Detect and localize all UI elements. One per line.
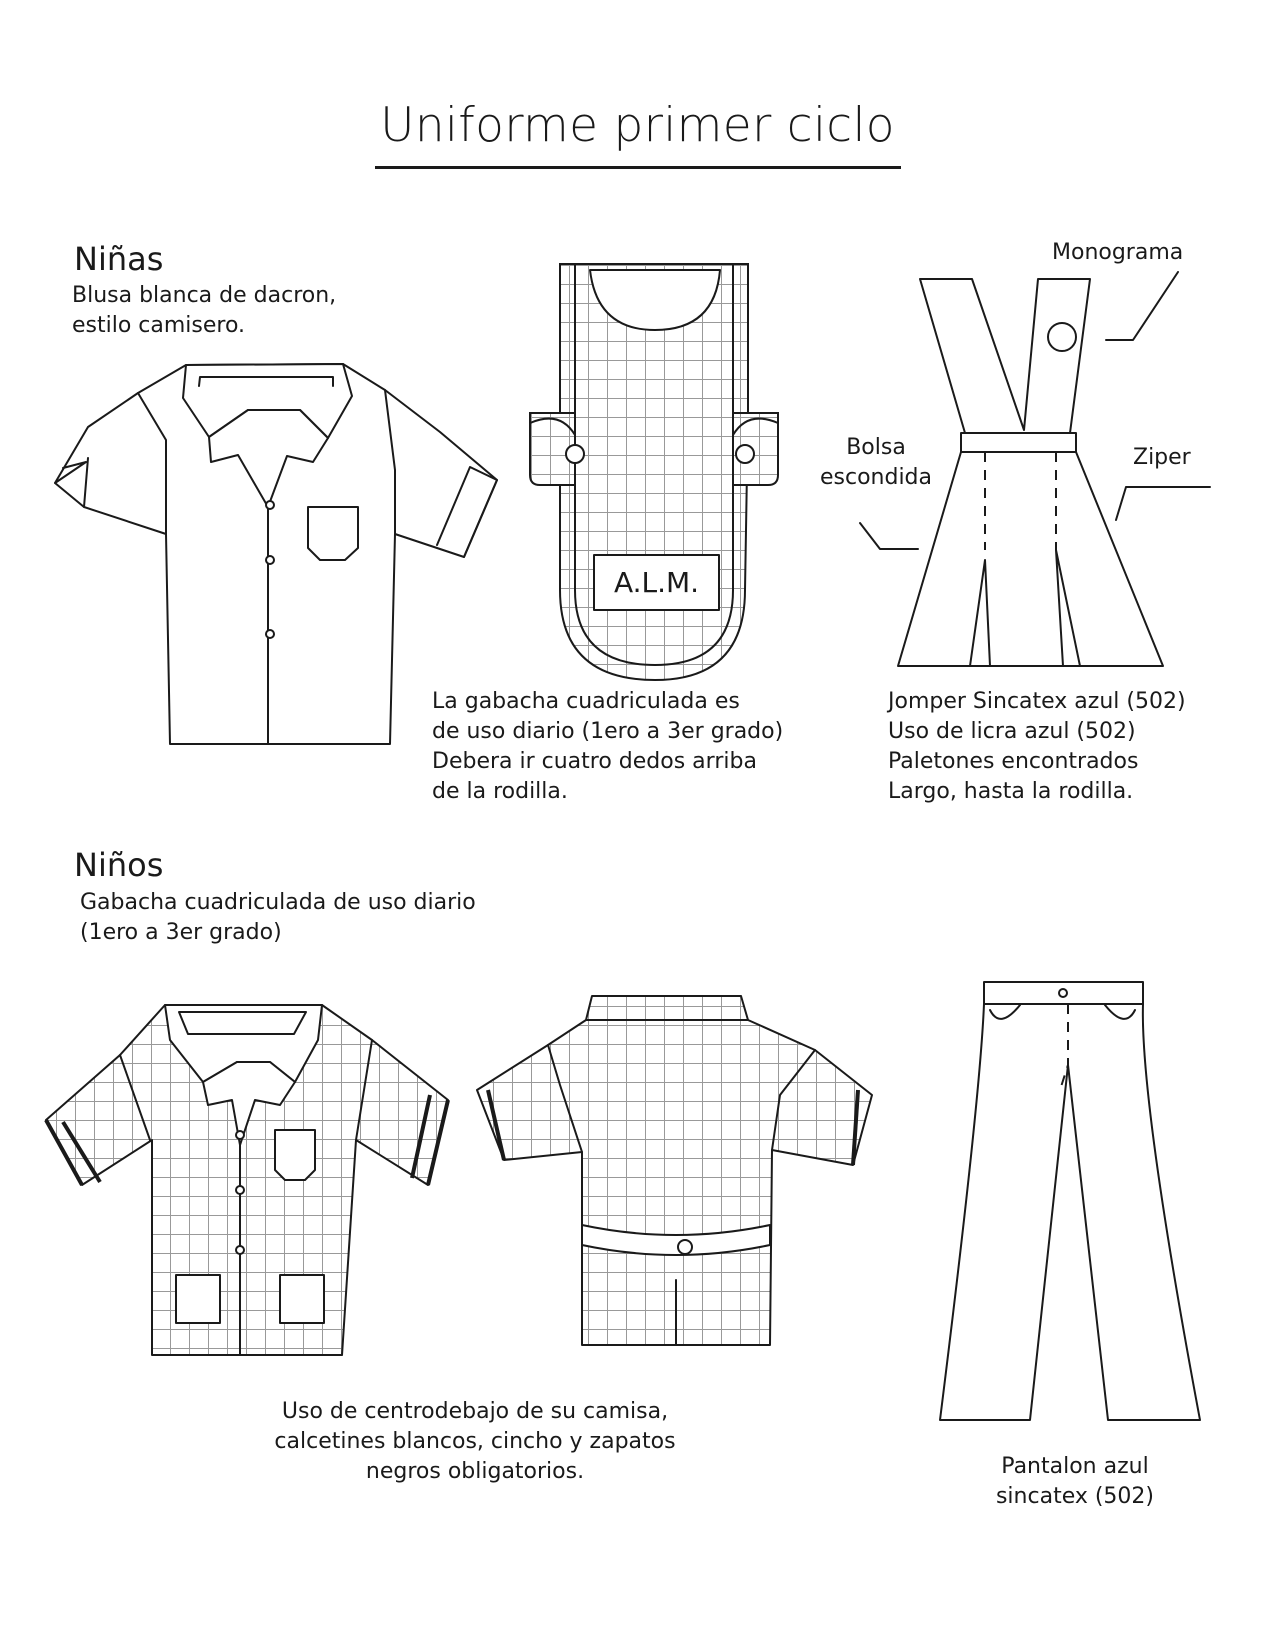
ninas-heading: Niñas xyxy=(74,240,164,278)
boys-pants-drawing xyxy=(940,982,1200,1420)
boys-plaid-shirt-front-drawing xyxy=(46,1005,448,1355)
girls-blouse-description: Blusa blanca de dacron, estilo camisero. xyxy=(72,283,337,338)
girls-white-blouse-drawing xyxy=(55,364,497,744)
page-title: Uniforme primer ciclo xyxy=(380,98,895,153)
boys-plaid-shirt-back-drawing xyxy=(477,996,872,1345)
callout-bolsa-escondida: Bolsa escondida xyxy=(819,435,933,490)
callout-ziper: Ziper xyxy=(1133,445,1191,470)
girls-gabacha-description: La gabacha cuadriculada es de uso diario (1ero a 3er grado) Debera ir cuatro dedos arriba de la rodilla. xyxy=(432,689,784,804)
girls-gabacha-drawing xyxy=(530,264,778,680)
boys-accessories-description: Uso de centrodebajo de su camisa, calcetines blancos, cincho y zapatos negros obligatorios. xyxy=(274,1399,676,1484)
boys-gabacha-description: Gabacha cuadriculada de uso diario (1ero a 3er grado) xyxy=(80,890,476,945)
girls-jumper-description: Jomper Sincatex azul (502) Uso de licra azul (502) Paletones encontrados Largo, hasta la rodilla. xyxy=(888,689,1186,804)
callout-monograma: Monograma xyxy=(1052,240,1184,265)
ninos-heading: Niños xyxy=(74,846,164,884)
gabacha-monogram: A.L.M. xyxy=(613,566,700,599)
boys-pants-description: Pantalon azul sincatex (502) xyxy=(995,1454,1155,1509)
